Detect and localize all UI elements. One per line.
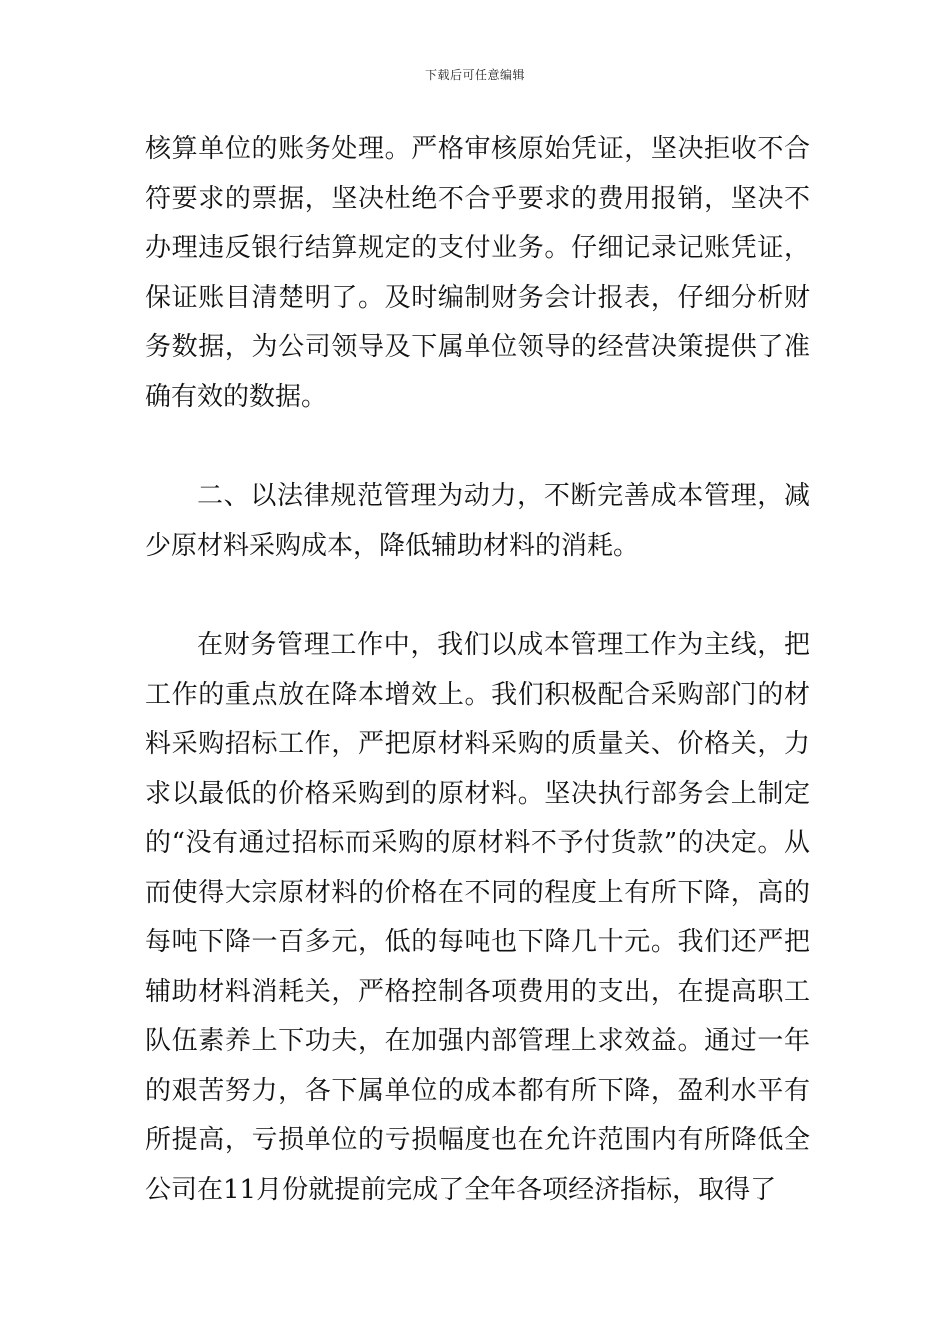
section-heading-two: 二、以法律规范管理为动力，不断完善成本管理，减少原材料采购成本，降低辅助材料的消耗。 bbox=[145, 481, 810, 561]
paragraph-cost-management: 在财务管理工作中，我们以成本管理工作为主线，把工作的重点放在降本增效上。我们积极配合采购部门的材料采购招标工作，严把原材料采购的质量关、价格关，力求以最低的价格采购到的原材料。坚决执行部务会上制定的“没有通过招标而采购的原材料不予付货款”的决定。从而使得大宗原材料的价格在不同的程度上有所下降，高的每吨下降一百多元，低的每吨也下降几十元。我们还严把辅助材料消耗关，严格控制各项费用的支出，在提高职工队伍素养上下功夫，在加强内部管理上求效益。通过一年的艰苦努力，各下属单位的成本都有所下降，盈利水平有所提高，亏损单位的亏损幅度也在允许范围内有所降低全公司在11月份就提前完成了全年各项经济指标，取得了 bbox=[145, 630, 810, 1205]
page-header: 下载后可任意编辑 bbox=[424, 68, 525, 82]
paragraph-gap bbox=[145, 571, 810, 621]
document-body bbox=[145, 125, 810, 1215]
paragraph-accounting: 核算单位的账务处理。严格审核原始凭证，坚决拒收不合符要求的票据，坚决杜绝不合乎要求的费用报销，坚决不办理违反银行结算规定的支付业务。仔细记录记账凭证，保证账目清楚明了。及时编制财务会计报表，仔细分析财务数据，为公司领导及下属单位领导的经营决策提供了准确有效的数据。 bbox=[145, 134, 810, 412]
paragraph-gap bbox=[145, 422, 810, 472]
